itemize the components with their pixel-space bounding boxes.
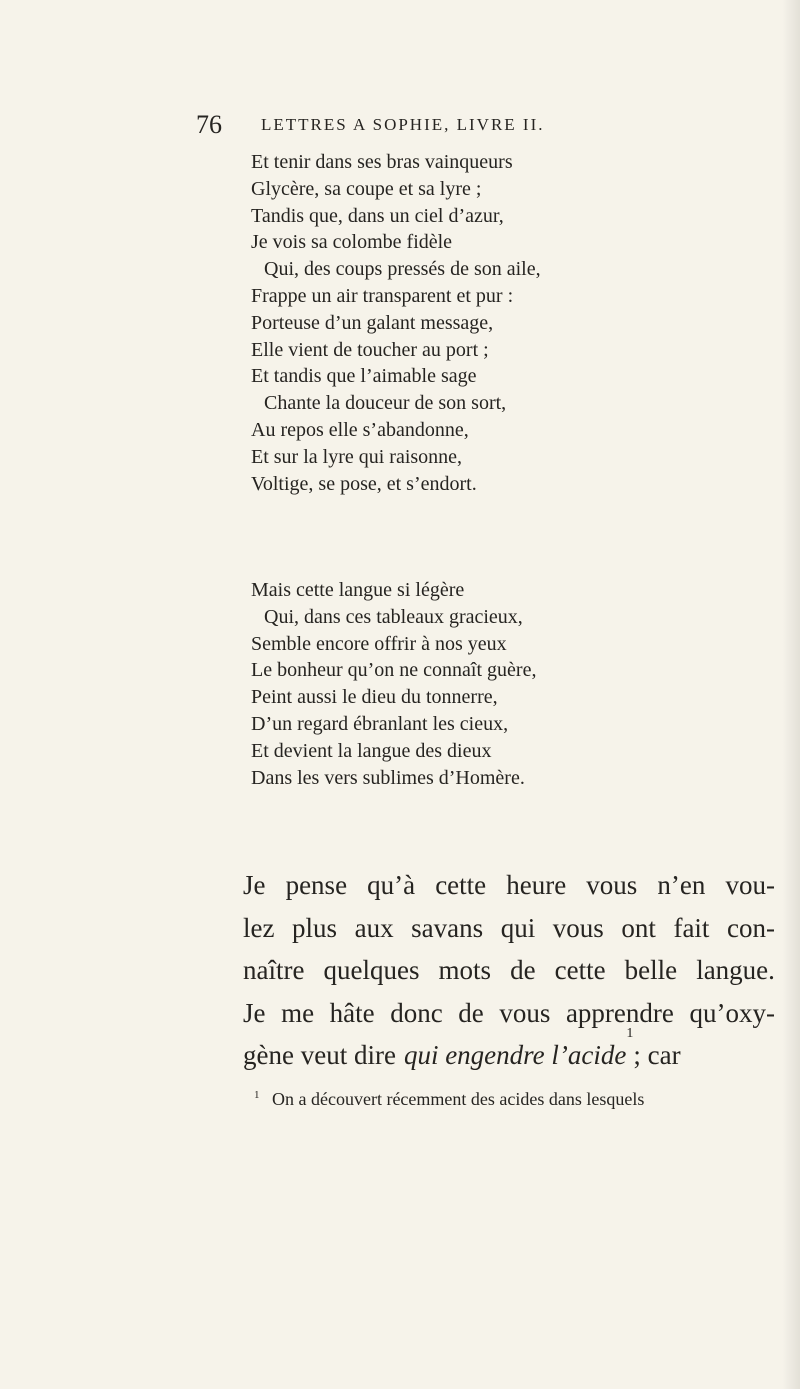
prose-line-text: gène veut dire [243,1040,396,1070]
verse-line: Chante la douceur de son sort, [264,392,507,415]
verse-line: Glycère, sa coupe et sa lyre ; [251,177,482,200]
prose-word: fait [673,912,710,943]
page-number: 76 [196,110,222,139]
verse-line: Qui, des coups pressés de son aile, [264,258,541,281]
prose-paragraph [243,864,775,1077]
prose-word: hâte [329,997,375,1028]
verse-line: Et tenir dans ses bras vainqueurs [251,151,513,173]
prose-word: vou- [725,870,775,900]
prose-word: pense [285,870,348,900]
prose-word: vous [586,870,638,900]
verse-line: Elle vient de toucher au port ; [251,338,489,361]
verse-line: Frappe un air transparent et pur : [251,284,514,307]
prose-word: ont [621,912,656,943]
prose-line [243,949,775,992]
prose-word: lez [243,912,275,943]
verse-line: Tandis que, dans un ciel d’azur, [251,204,504,227]
prose-word: Je [243,870,266,900]
footnote-reference: 1 [626,1026,634,1041]
verse-line: Peint aussi le dieu du tonnerre, [251,686,498,709]
prose-word: apprendre [565,997,674,1028]
prose-word: Je [243,997,266,1028]
prose-line [243,864,775,907]
verse-line: D’un regard ébranlant les cieux, [251,712,509,735]
verse-line: Porteuse d’un galant message, [251,311,494,334]
prose-word: qu’à [367,870,416,900]
footnote: 1 On a découvert récemment des acides dans lesquels [254,1089,645,1109]
prose-word: savans [411,912,484,943]
prose-word: con- [727,912,775,943]
verse-line: Au repos elle s’abandonne, [251,418,469,441]
prose-word: quelques [323,955,420,985]
prose-word: mots [438,955,492,985]
prose-word: me [281,997,315,1028]
page-header [196,108,776,142]
prose-word: donc [390,997,443,1028]
verse-line: Mais cette langue si légère [251,579,465,601]
prose-word: plus [292,912,338,943]
prose-word: qui [500,912,536,943]
prose-word: vous [552,912,604,943]
prose-word: belle [624,955,678,985]
verse-line: Voltige, se pose, et s’endort. [251,472,477,495]
prose-word: naître [243,955,305,985]
verse-stanza-second [251,577,771,791]
prose-word: cette [554,955,606,985]
verse-line: Qui, dans ces tableaux gracieux, [264,605,523,628]
italic-phrase: qui engendre l’acide [403,1040,627,1070]
verse-stanza-first [251,149,771,497]
prose-word: qu’oxy- [689,997,775,1028]
prose-word: vous [499,997,551,1028]
verse-line: Le bonheur qu’on ne connaît guère, [251,659,537,682]
prose-word: aux [354,912,394,943]
prose-word: heure [506,870,567,900]
prose-line-text: ; car [633,1040,681,1070]
prose-line [243,1026,775,1077]
prose-line [243,992,775,1035]
footnote-text: On a découvert récemment des acides dans lesquels [272,1089,645,1109]
prose-word: n’en [657,870,706,900]
verse-line: Et tandis que l’aimable sage [251,365,477,388]
verse-line: Dans les vers sublimes d’Homère. [251,766,525,789]
prose-word: de [458,997,484,1028]
prose-word: langue. [696,955,775,985]
running-head: LETTRES A SOPHIE, LIVRE II. [261,115,545,134]
verse-line: Et sur la lyre qui raisonne, [251,445,463,468]
verse-line: Semble encore offrir à nos yeux [251,632,507,655]
page-edge-shadow [782,0,800,1389]
prose-line [243,907,775,950]
verse-line: Et devient la langue des dieux [251,739,492,762]
prose-word: cette [435,870,487,900]
prose-word: de [510,955,536,985]
verse-line: Je vois sa colombe fidèle [251,231,453,254]
